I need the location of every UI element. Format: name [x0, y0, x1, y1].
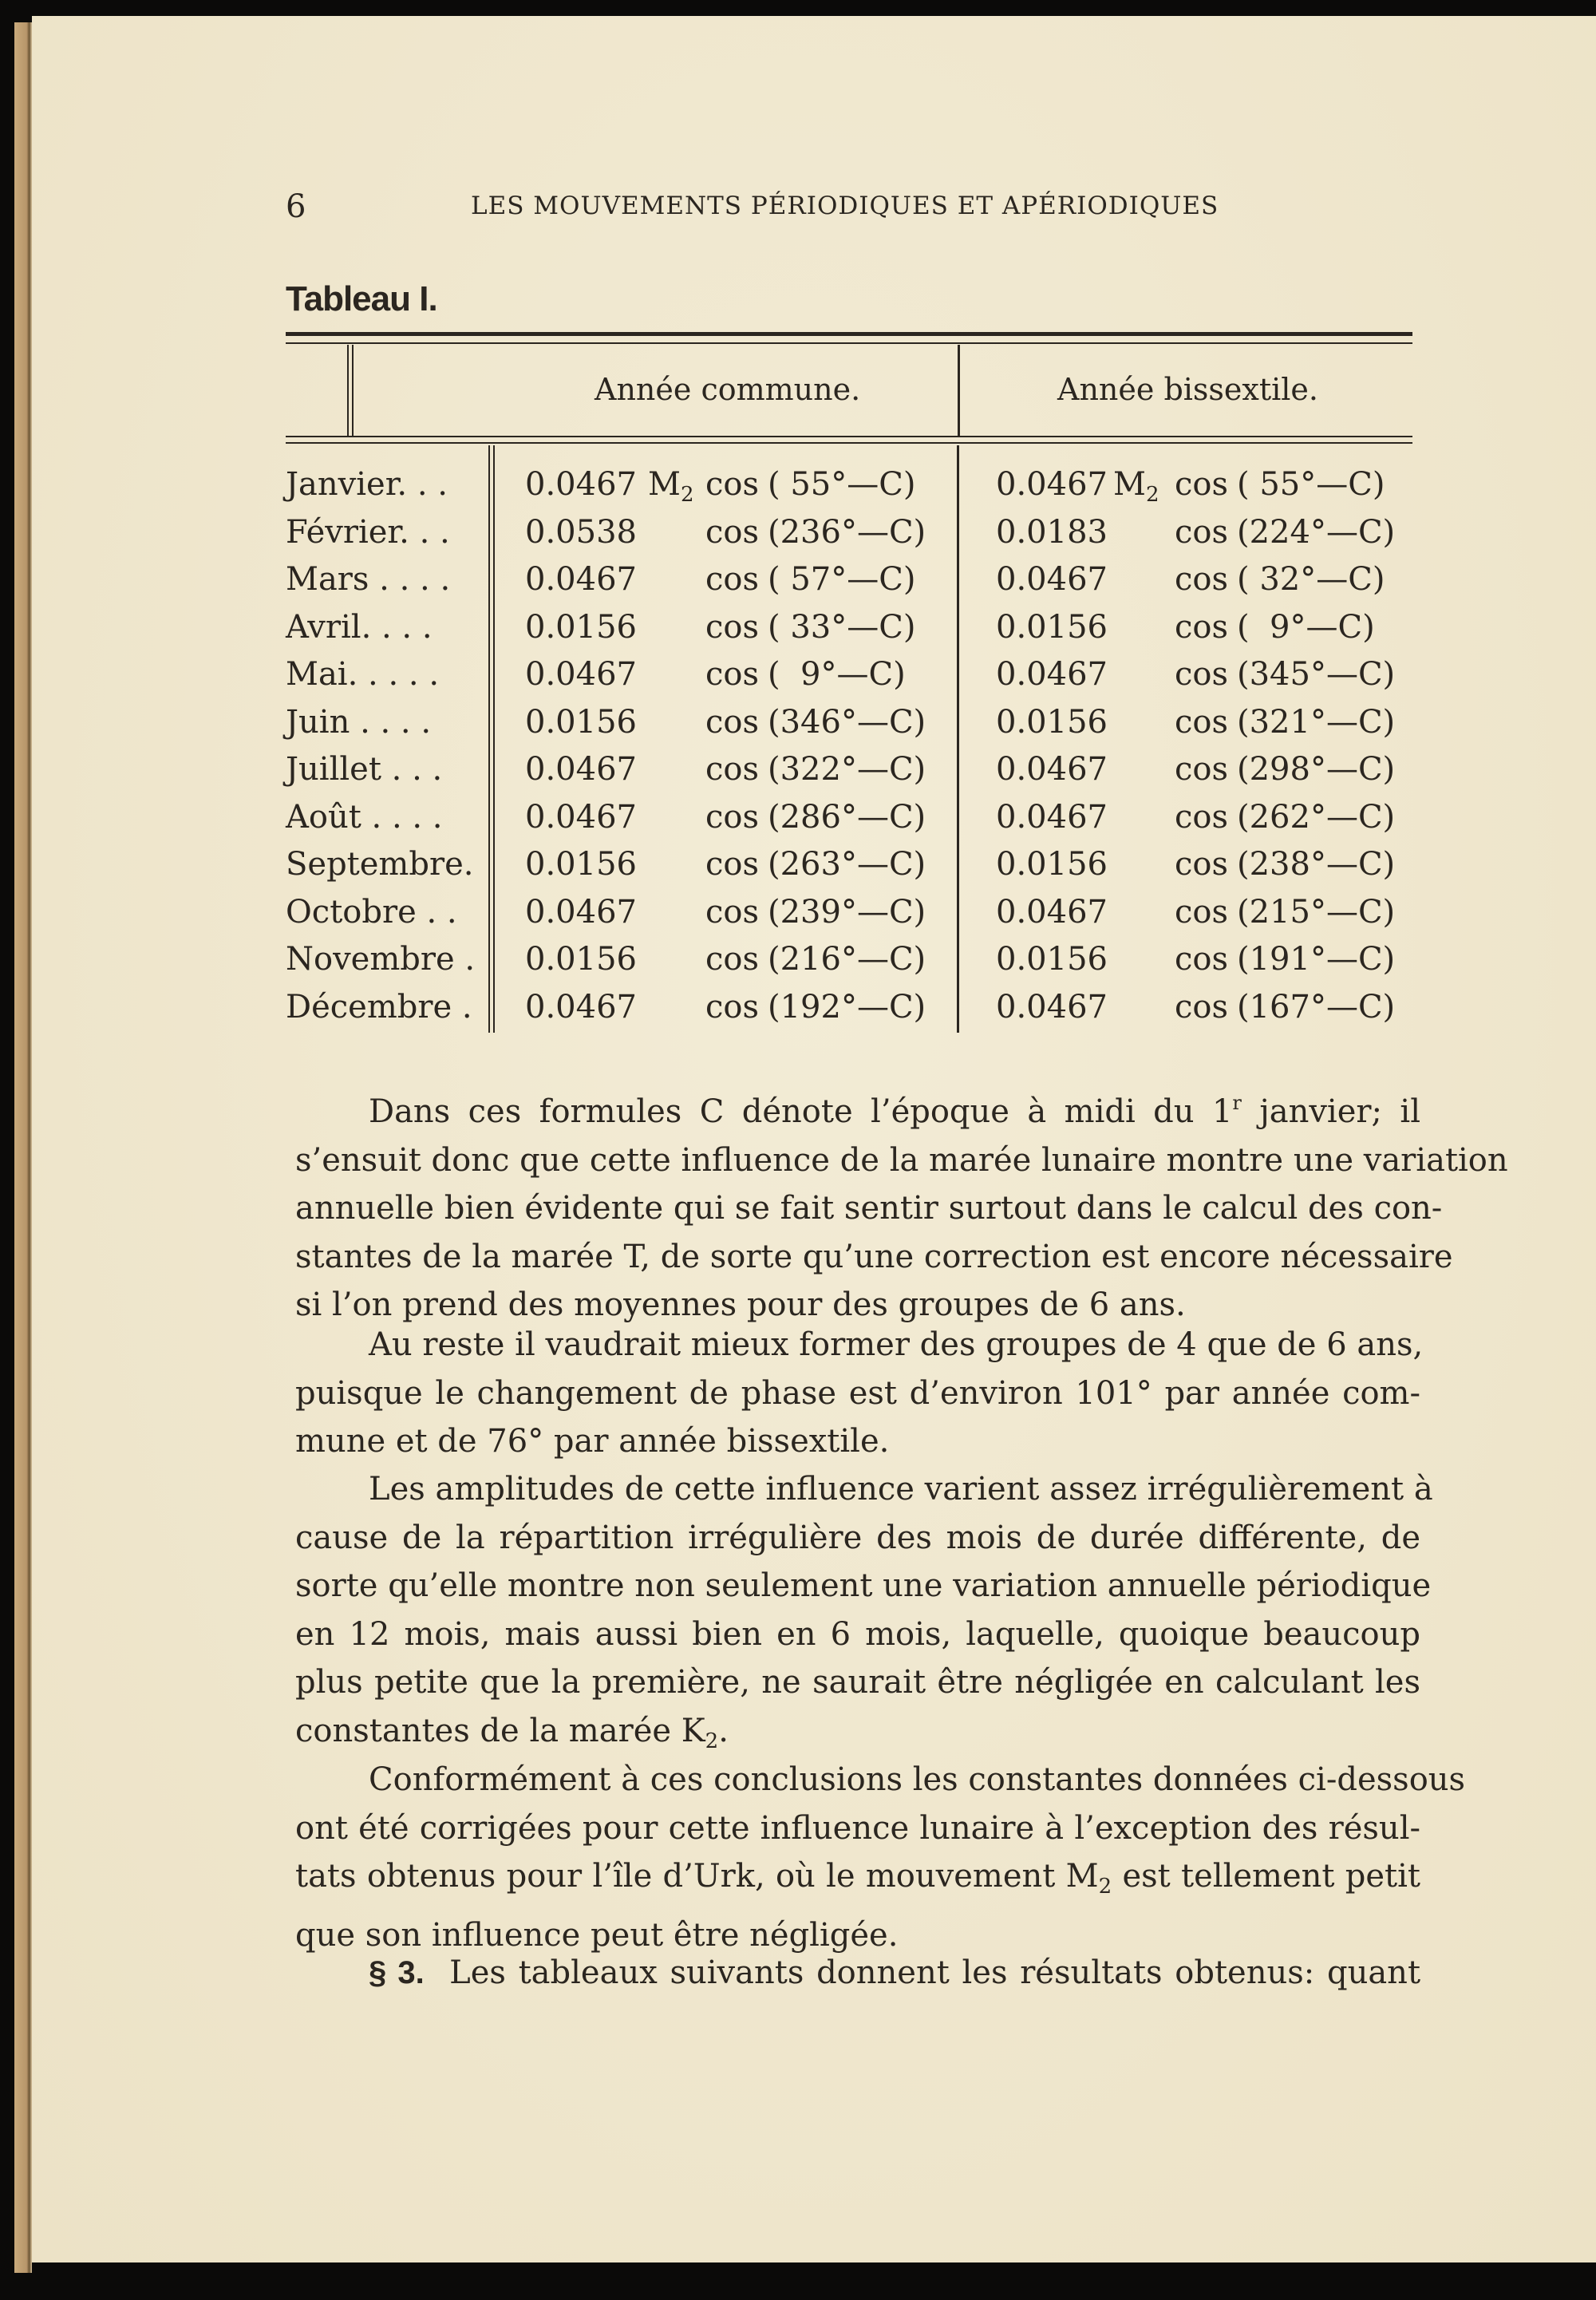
bissextile-phase: ( 32°—C)	[1237, 561, 1385, 598]
month-label: Avril. . . .	[286, 608, 433, 646]
bissextile-phase: (298°—C)	[1237, 751, 1396, 788]
bissextile-amplitude: 0.0467	[996, 798, 1108, 836]
text-line: § 3. Les tableaux suivants donnent les résultats obtenus: quant	[369, 1954, 1421, 1991]
commune-amplitude: 0.0156	[525, 608, 637, 646]
bissextile-phase: ( 9°—C)	[1237, 608, 1375, 646]
commune-cos: cos	[705, 893, 760, 931]
commune-cos: cos	[705, 466, 760, 503]
paragraph-1	[295, 1079, 1508, 1330]
bissextile-amplitude: 0.0467	[996, 466, 1108, 503]
table-vline-left-b	[352, 345, 354, 436]
bissextile-m2-factor: $M_2$	[1113, 466, 1159, 507]
text-line: constantes de la marée $K_2$.	[295, 1712, 729, 1753]
bissextile-phase: (262°—C)	[1237, 798, 1396, 836]
bissextile-amplitude: 0.0467	[996, 893, 1108, 931]
table-top-rule-thick	[286, 332, 1412, 336]
commune-amplitude: 0.0156	[525, 703, 637, 741]
commune-amplitude: 0.0467	[525, 656, 637, 693]
bissextile-cos: cos	[1175, 988, 1229, 1026]
commune-phase: ( 9°—C)	[768, 656, 906, 693]
bissextile-phase: (238°—C)	[1237, 846, 1396, 883]
bissextile-cos: cos	[1175, 893, 1229, 931]
commune-amplitude: 0.0467	[525, 466, 637, 503]
commune-phase: (286°—C)	[768, 798, 926, 836]
commune-cos: cos	[705, 988, 760, 1026]
text-line: Les amplitudes de cette influence varient assez irrégulièrement à	[369, 1471, 1433, 1508]
month-label: Janvier. . .	[286, 466, 448, 503]
bissextile-cos: cos	[1175, 561, 1229, 598]
commune-cos: cos	[705, 751, 760, 788]
commune-phase: (346°—C)	[768, 703, 926, 741]
table-vline-left-b-body	[493, 445, 495, 1033]
month-label: Décembre .	[286, 988, 472, 1026]
commune-amplitude: 0.0467	[525, 561, 637, 598]
bissextile-phase: (191°—C)	[1237, 941, 1396, 978]
bissextile-cos: cos	[1175, 466, 1229, 503]
commune-m2-factor: $M_2$	[648, 466, 694, 507]
commune-amplitude: 0.0467	[525, 751, 637, 788]
page-bottom-shadow	[32, 2262, 1596, 2300]
bissextile-amplitude: 0.0467	[996, 751, 1108, 788]
month-label: Juillet . . .	[286, 751, 443, 788]
text-line: sorte qu’elle montre non seulement une variation annuelle périodique	[295, 1567, 1432, 1604]
text-line: Dans ces formules C dénote l’époque à midi du 1$^r$ janvier; il	[369, 1092, 1420, 1130]
bissextile-cos: cos	[1175, 608, 1229, 646]
commune-cos: cos	[705, 656, 760, 693]
commune-phase: (216°—C)	[768, 941, 926, 978]
text-line: ont été corrigées pour cette influence lunaire à l’exception des résul-	[295, 1809, 1420, 1847]
month-label: Octobre . .	[286, 893, 457, 931]
month-label: Septembre.	[286, 846, 474, 883]
bissextile-amplitude: 0.0156	[996, 608, 1108, 646]
bissextile-phase: (167°—C)	[1237, 988, 1396, 1026]
text-line: puisque le changement de phase est d’environ 101° par année com-	[295, 1374, 1420, 1412]
paragraph-4	[295, 1756, 1466, 1959]
text-line: s’ensuit donc que cette influence de la marée lunaire montre une variation	[295, 1141, 1508, 1179]
bissextile-cos: cos	[1175, 513, 1229, 551]
bissextile-cos: cos	[1175, 798, 1229, 836]
table-vline-mid-header	[958, 345, 960, 436]
month-label: Mai. . . . .	[286, 656, 440, 693]
commune-phase: (236°—C)	[768, 513, 926, 551]
text-line: Au reste il vaudrait mieux former des groupes de 4 que de 6 ans,	[369, 1326, 1424, 1363]
text-line: mune et de 76° par année bissextile.	[295, 1423, 890, 1460]
commune-cos: cos	[705, 846, 760, 883]
book-spine-edge	[14, 22, 32, 2273]
bissextile-amplitude: 0.0467	[996, 561, 1108, 598]
column-header-annee-bissextile: Année bissextile.	[1057, 372, 1318, 407]
commune-amplitude: 0.0156	[525, 941, 637, 978]
commune-phase: ( 33°—C)	[768, 608, 916, 646]
paragraph-2	[295, 1321, 1424, 1466]
bissextile-cos: cos	[1175, 703, 1229, 741]
column-header-annee-commune: Année commune.	[595, 372, 861, 407]
bissextile-cos: cos	[1175, 941, 1229, 978]
commune-amplitude: 0.0467	[525, 893, 637, 931]
commune-cos: cos	[705, 513, 760, 551]
bissextile-cos: cos	[1175, 751, 1229, 788]
bissextile-phase: (215°—C)	[1237, 893, 1396, 931]
month-label: Août . . . .	[286, 798, 443, 836]
month-label: Mars . . . .	[286, 561, 451, 598]
commune-amplitude: 0.0467	[525, 798, 637, 836]
month-label: Novembre .	[286, 941, 476, 978]
bissextile-phase: (345°—C)	[1237, 656, 1396, 693]
commune-cos: cos	[705, 703, 760, 741]
month-label: Février. . .	[286, 513, 450, 551]
text-line: annuelle bien évidente qui se fait sentir surtout dans le calcul des con-	[295, 1190, 1443, 1227]
commune-phase: ( 57°—C)	[768, 561, 916, 598]
section-marker: § 3.	[369, 1955, 425, 1990]
paragraph-3	[295, 1465, 1433, 1765]
commune-amplitude: 0.0538	[525, 513, 637, 551]
bissextile-amplitude: 0.0156	[996, 703, 1108, 741]
table-title: Tableau I.	[286, 279, 437, 318]
table-vline-left-a-body	[488, 445, 490, 1033]
bissextile-cos: cos	[1175, 846, 1229, 883]
table-vline-left-a	[347, 345, 349, 436]
month-label: Juin . . . .	[286, 703, 432, 741]
commune-cos: cos	[705, 941, 760, 978]
commune-amplitude: 0.0156	[525, 846, 637, 883]
bissextile-amplitude: 0.0467	[996, 988, 1108, 1026]
paragraph-5	[295, 1949, 1420, 1998]
bissextile-cos: cos	[1175, 656, 1229, 693]
table-header-rule-2	[286, 442, 1412, 444]
commune-phase: (192°—C)	[768, 988, 926, 1026]
bissextile-amplitude: 0.0183	[996, 513, 1108, 551]
table-top-rule-thin	[286, 342, 1412, 344]
commune-cos: cos	[705, 561, 760, 598]
page-number: 6	[286, 188, 306, 225]
commune-phase: (322°—C)	[768, 751, 926, 788]
commune-phase: (263°—C)	[768, 846, 926, 883]
table-header-rule-1	[286, 436, 1412, 437]
text-line: plus petite que la première, ne saurait être négligée en calculant les	[295, 1664, 1420, 1701]
text-line: tats obtenus pour l’île d’Urk, où le mouvement $M_2$ est tellement petit	[295, 1858, 1420, 1899]
commune-amplitude: 0.0467	[525, 988, 637, 1026]
commune-cos: cos	[705, 798, 760, 836]
bissextile-phase: (224°—C)	[1237, 513, 1396, 551]
commune-phase: ( 55°—C)	[768, 466, 916, 503]
commune-cos: cos	[705, 608, 760, 646]
text-line: en 12 mois, mais aussi bien en 6 mois, laquelle, quoique beaucoup	[295, 1615, 1420, 1653]
text-line: Conformément à ces conclusions les constantes données ci-dessous	[369, 1761, 1466, 1798]
bissextile-phase: ( 55°—C)	[1237, 466, 1385, 503]
table-vline-mid-body	[957, 445, 959, 1033]
text-line: cause de la répartition irrégulière des mois de durée différente, de	[295, 1519, 1420, 1556]
running-title: LES MOUVEMENTS PÉRIODIQUES ET APÉRIODIQUES	[471, 192, 1219, 220]
text-line: si l’on prend des moyennes pour des groupes de 6 ans.	[295, 1286, 1186, 1323]
text-line: stantes de la marée T, de sorte qu’une correction est encore nécessaire	[295, 1238, 1453, 1275]
text-line: que son influence peut être négligée.	[295, 1916, 899, 1954]
bissextile-phase: (321°—C)	[1237, 703, 1396, 741]
bissextile-amplitude: 0.0156	[996, 941, 1108, 978]
commune-phase: (239°—C)	[768, 893, 926, 931]
bissextile-amplitude: 0.0467	[996, 656, 1108, 693]
bissextile-amplitude: 0.0156	[996, 846, 1108, 883]
